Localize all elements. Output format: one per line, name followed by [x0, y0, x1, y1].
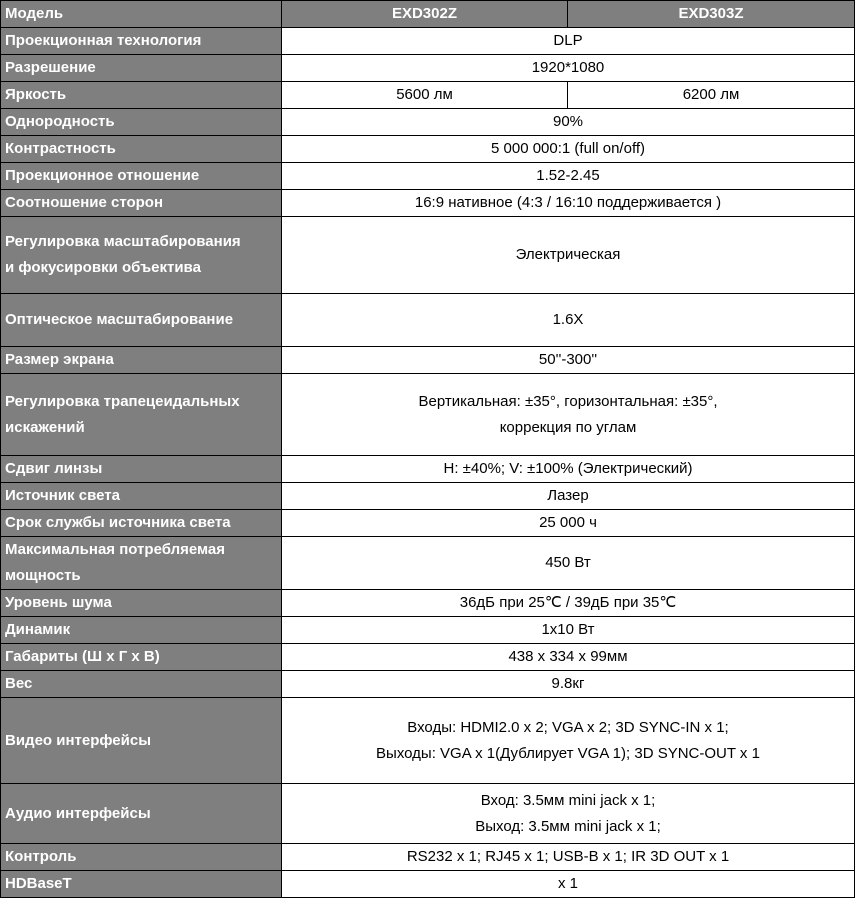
row-label: Источник света [1, 483, 282, 510]
row-label: Соотношение сторон [1, 190, 282, 217]
table-row [1, 510, 855, 537]
row-label: HDBaseT [1, 871, 282, 898]
table-row [1, 82, 855, 109]
row-label: Динамик [1, 617, 282, 644]
table-row [1, 294, 855, 347]
row-value: RS232 x 1; RJ45 x 1; USB-B x 1; IR 3D OUT x 1 [282, 844, 855, 871]
table-row [1, 347, 855, 374]
table-row [1, 671, 855, 698]
model-name-exd303z: EXD303Z [568, 1, 855, 28]
row-label: Уровень шума [1, 590, 282, 617]
table-row [1, 109, 855, 136]
row-value: 36дБ при 25℃ / 39дБ при 35℃ [282, 590, 855, 617]
row-value: x 1 [282, 871, 855, 898]
row-value: 9.8кг [282, 671, 855, 698]
row-value: DLP [282, 28, 855, 55]
table-row [1, 28, 855, 55]
row-value: 438 x 334 x 99мм [282, 644, 855, 671]
row-value: 1.6X [282, 294, 855, 347]
row-label: Оптическое масштабирование [1, 294, 282, 347]
row-value-line: Выходы: VGA x 1(Дублирует VGA 1); 3D SYNC-OUT x 1 [376, 744, 760, 762]
table-row [1, 784, 855, 844]
row-value: 450 Вт [282, 537, 855, 590]
row-label: Аудио интерфейсы [1, 784, 282, 844]
row-label: Сдвиг линзы [1, 456, 282, 483]
row-label: Видео интерфейсы [1, 698, 282, 784]
row-value: Электрическая [282, 217, 855, 294]
row-label: Разрешение [1, 55, 282, 82]
row-value-line: коррекция по углам [499, 418, 637, 436]
row-label: Контрастность [1, 136, 282, 163]
row-label: Габариты (Ш x Г x В) [1, 644, 282, 671]
brightness-exd303z: 6200 лм [568, 82, 855, 109]
row-value-line: Вертикальная: ±35°, горизонтальная: ±35°, [418, 392, 718, 410]
row-label: Вес [1, 671, 282, 698]
table-row [1, 136, 855, 163]
table-row [1, 163, 855, 190]
row-value: 1x10 Вт [282, 617, 855, 644]
row-value [282, 784, 855, 844]
row-value [282, 374, 855, 456]
model-name-exd302z: EXD302Z [282, 1, 568, 28]
table-row [1, 590, 855, 617]
row-value-line: Вход: 3.5мм mini jack x 1; [480, 791, 656, 809]
row-label: Проекционная технология [1, 28, 282, 55]
row-label-line: искажений [5, 418, 85, 436]
table-row [1, 537, 855, 590]
row-value [282, 698, 855, 784]
table-row [1, 617, 855, 644]
table-row [1, 217, 855, 294]
row-label: Проекционное отношение [1, 163, 282, 190]
table-row [1, 55, 855, 82]
row-value: 16:9 нативное (4:3 / 16:10 поддерживается ) [282, 190, 855, 217]
table-row [1, 644, 855, 671]
row-value: 25 000 ч [282, 510, 855, 537]
header-row [1, 1, 855, 28]
table-row [1, 871, 855, 898]
row-value: 90% [282, 109, 855, 136]
row-label-line: Регулировка масштабирования [5, 233, 241, 250]
row-label [1, 537, 282, 590]
row-label-line: мощность [5, 567, 81, 584]
brightness-exd302z: 5600 лм [282, 82, 568, 109]
row-value-line: Входы: HDMI2.0 x 2; VGA x 2; 3D SYNC-IN x 1; [407, 718, 729, 736]
row-label: Размер экрана [1, 347, 282, 374]
row-value: 50''-300'' [282, 347, 855, 374]
row-label: Яркость [1, 82, 282, 109]
row-label-line: Максимальная потребляемая [5, 541, 226, 558]
table-row [1, 844, 855, 871]
table-row [1, 190, 855, 217]
row-label-line: Регулировка трапецеидальных [5, 392, 240, 410]
model-header-label: Модель [1, 1, 282, 28]
table-row [1, 456, 855, 483]
row-value: Лазер [282, 483, 855, 510]
row-label [1, 217, 282, 294]
row-label: Контроль [1, 844, 282, 871]
table-row [1, 374, 855, 456]
row-value: 1920*1080 [282, 55, 855, 82]
row-value: H: ±40%; V: ±100% (Электрический) [282, 456, 855, 483]
row-value-line: Выход: 3.5мм mini jack x 1; [475, 817, 661, 835]
row-value: 1.52-2.45 [282, 163, 855, 190]
table-row [1, 483, 855, 510]
row-label-line: и фокусировки объектива [5, 259, 201, 276]
row-label [1, 374, 282, 456]
table-row [1, 698, 855, 784]
row-label: Однородность [1, 109, 282, 136]
row-value: 5 000 000:1 (full on/off) [282, 136, 855, 163]
row-label: Срок службы источника света [1, 510, 282, 537]
